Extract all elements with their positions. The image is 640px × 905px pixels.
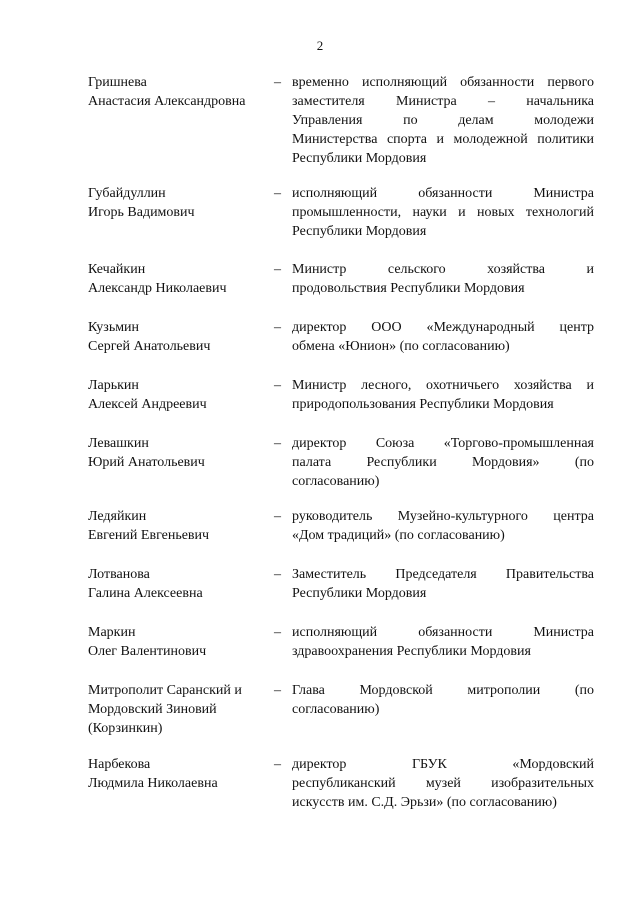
member-position-line: Управления по делам молодежи [292, 113, 594, 128]
member-name-line: Юрий Анатольевич [88, 455, 205, 470]
member-name-line: Анастасия Александровна [88, 94, 246, 109]
member-position-line: «Дом традиций» (по согласованию) [292, 528, 505, 543]
member-position-line: Министерства спорта и молодежной политики [292, 132, 594, 147]
page-number: 2 [316, 38, 324, 53]
member-position [292, 565, 594, 603]
member-position-line: Республики Мордовия [292, 586, 427, 601]
member-position-line: здравоохранения Республики Мордовия [292, 644, 531, 659]
member-name-line: Евгений Евгеньевич [88, 528, 210, 543]
member-name-line: (Корзинкин) [88, 721, 163, 736]
member-position-line: искусств им. С.Д. Эрьзи» (по согласованию) [292, 795, 557, 810]
dash-separator: – [274, 186, 281, 201]
member-position-line: промышленности, науки и новых технологий [292, 205, 594, 220]
dash-separator: – [274, 75, 281, 90]
member-position [292, 318, 594, 356]
member-name-line: Галина Алексеевна [88, 586, 203, 601]
member-position-line: продовольствия Республики Мордовия [292, 281, 525, 296]
member-position-line: Заместитель Председателя Правительства [292, 567, 594, 582]
member-position-line: согласованию) [292, 474, 380, 489]
dash-separator: – [274, 320, 281, 335]
member-name-line: Ледяйкин [88, 509, 147, 524]
dash-separator: – [274, 378, 281, 393]
dash-separator: – [274, 625, 281, 640]
dash-separator: – [274, 757, 281, 772]
member-position [292, 73, 594, 168]
member-position-line: исполняющий обязанности Министра [292, 625, 594, 640]
member-position-line: временно исполняющий обязанности первого [292, 75, 594, 90]
member-name-line: Сергей Анатольевич [88, 339, 211, 354]
member-position [292, 681, 594, 719]
member-name-line: Мордовский Зиновий [88, 702, 217, 717]
member-position-line: Глава Мордовской митрополии (по [292, 683, 594, 698]
member-position [292, 184, 594, 241]
member-name-line: Кузьмин [88, 320, 140, 335]
member-name-line: Нарбекова [88, 757, 151, 772]
member-position-line: директор ГБУК «Мордовский [292, 757, 594, 772]
member-name-line: Александр Николаевич [88, 281, 227, 296]
member-position-line: республиканский музей изобразительных [292, 776, 594, 791]
member-name [88, 755, 268, 793]
member-position [292, 623, 594, 661]
dash-separator: – [274, 436, 281, 451]
dash-separator: – [274, 262, 281, 277]
member-name-line: Ларькин [88, 378, 139, 393]
member-name [88, 376, 268, 414]
member-position-line: палата Республики Мордовия» (по [292, 455, 594, 470]
member-name [88, 434, 268, 472]
member-position-line: природопользования Республики Мордовия [292, 397, 554, 412]
dash-separator: – [274, 509, 281, 524]
member-position-line: Министр лесного, охотничьего хозяйства и [292, 378, 594, 393]
member-position-line: исполняющий обязанности Министра [292, 186, 594, 201]
member-name-line: Гришнева [88, 75, 147, 90]
member-name [88, 73, 268, 111]
member-position-line: Министр сельского хозяйства и [292, 262, 594, 277]
member-name-line: Людмила Николаевна [88, 776, 218, 791]
member-name-line: Митрополит Саранский и [88, 683, 242, 698]
member-name-line: Лотванова [88, 567, 150, 582]
member-name [88, 681, 268, 738]
member-name-line: Игорь Вадимович [88, 205, 195, 220]
member-name [88, 507, 268, 545]
member-position-line: обмена «Юнион» (по согласованию) [292, 339, 510, 354]
member-name-line: Губайдуллин [88, 186, 166, 201]
member-position [292, 260, 594, 298]
member-name-line: Маркин [88, 625, 136, 640]
member-name-line: Алексей Андреевич [88, 397, 207, 412]
member-name [88, 184, 268, 222]
member-position-line: Республики Мордовия [292, 151, 427, 166]
member-name-line: Левашкин [88, 436, 149, 451]
member-name-line: Кечайкин [88, 262, 146, 277]
member-position [292, 507, 594, 545]
member-position-line: руководитель Музейно-культурного центра [292, 509, 594, 524]
member-position-line: директор ООО «Международный центр [292, 320, 594, 335]
member-name [88, 318, 268, 356]
member-position [292, 376, 594, 414]
member-position-line: директор Союза «Торгово-промышленная [292, 436, 594, 451]
member-position-line: согласованию) [292, 702, 380, 717]
dash-separator: – [274, 567, 281, 582]
member-name [88, 623, 268, 661]
member-name [88, 260, 268, 298]
member-name [88, 565, 268, 603]
member-position [292, 434, 594, 491]
member-name-line: Олег Валентинович [88, 644, 207, 659]
member-position-line: Республики Мордовия [292, 224, 427, 239]
member-position [292, 755, 594, 812]
dash-separator: – [274, 683, 281, 698]
member-position-line: заместителя Министра – начальника [292, 94, 594, 109]
